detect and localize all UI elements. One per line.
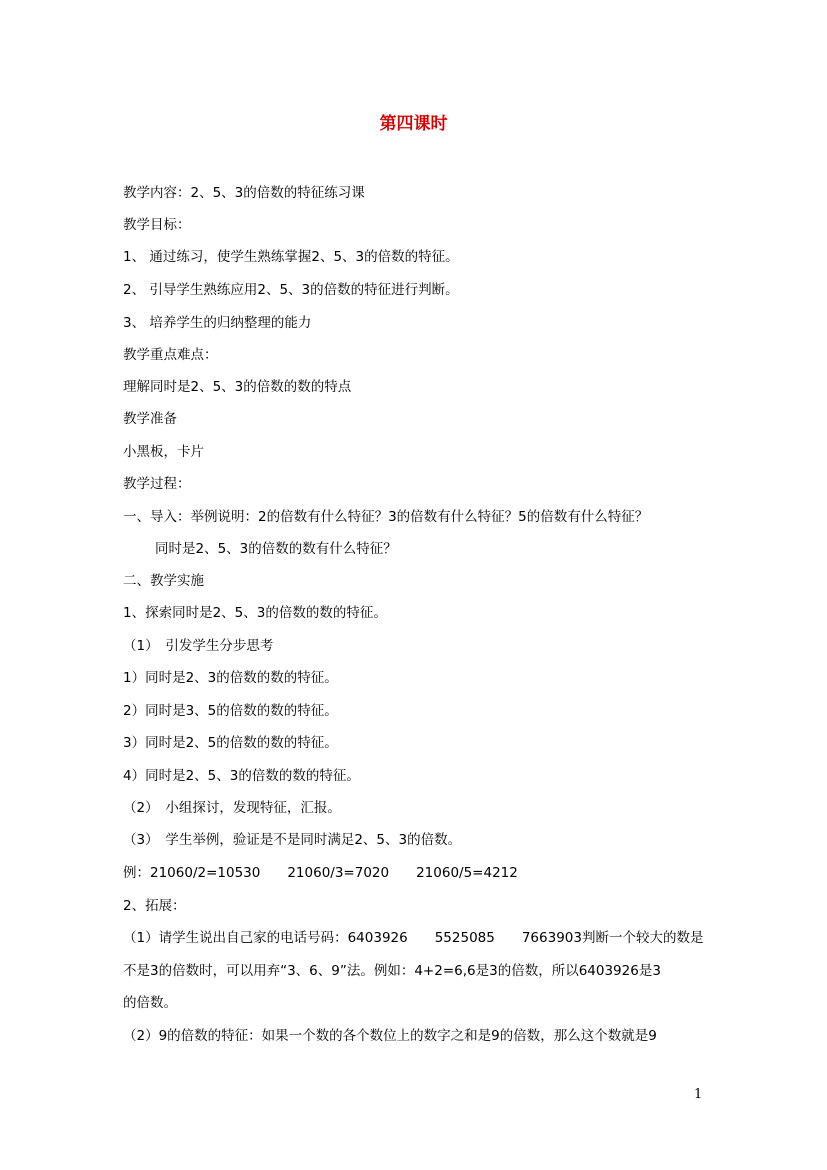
preparation-heading: 教学准备 xyxy=(123,411,177,427)
key-points-heading: 教学重点难点： xyxy=(123,347,218,363)
sub-item-1: 1）同时是2、3的倍数的数的特征。 xyxy=(123,670,338,686)
goal-item-1: 1、 通过练习，使学生熟练掌握2、5、3的倍数的特征。 xyxy=(123,249,459,265)
intro-line-continued: 同时是2、5、3的倍数的数有什么特征？ xyxy=(155,541,397,557)
extension-heading: 2、拓展： xyxy=(123,898,186,914)
teaching-content-line: 教学内容：2、5、3的倍数的特征练习课 xyxy=(123,185,365,201)
page-number: 1 xyxy=(694,1087,703,1102)
teaching-goals-heading: 教学目标： xyxy=(123,217,191,233)
extension-item-1: （1）请学生说出自己家的电话号码：6403926 5525085 7663903判断一个较大的数是 xyxy=(123,930,704,946)
example-line: 例：21060/2=10530 21060/3=7020 21060/5=4212 xyxy=(123,865,518,881)
key-points-text: 理解同时是2、5、3的倍数的数的特点 xyxy=(123,379,352,395)
preparation-text: 小黑板，卡片 xyxy=(123,444,204,460)
goal-item-3: 3、 培养学生的归纳整理的能力 xyxy=(123,315,312,331)
extension-item-2: （2）9的倍数的特征：如果一个数的各个数位上的数字之和是9的倍数，那么这个数就是9 xyxy=(123,1028,657,1044)
intro-line: 一、导入：举例说明：2的倍数有什么特征？3的倍数有什么特征？5的倍数有什么特征？ xyxy=(123,509,649,525)
step-1-line: （1） 引发学生分步思考 xyxy=(123,638,274,654)
step-2-line: （2） 小组探讨，发现特征，汇报。 xyxy=(123,800,341,816)
sub-item-3: 3）同时是2、5的倍数的数的特征。 xyxy=(123,735,338,751)
goal-item-2: 2、 引导学生熟练应用2、5、3的倍数的特征进行判断。 xyxy=(123,282,459,298)
extension-item-1-continued: 不是3的倍数时，可以用弃“3、6、9”法。例如：4+2=6,6是3的倍数，所以6403926是3 xyxy=(123,963,661,979)
section-2-heading: 二、教学实施 xyxy=(123,573,204,589)
process-heading: 教学过程： xyxy=(123,476,191,492)
sub-item-4: 4）同时是2、5、3的倍数的数的特征。 xyxy=(123,768,360,784)
extension-item-1-end: 的倍数。 xyxy=(123,995,177,1011)
sub-item-2: 2）同时是3、5的倍数的数的特征。 xyxy=(123,703,338,719)
explore-line: 1、探索同时是2、5、3的倍数的数的特征。 xyxy=(123,605,387,621)
page-title: 第四课时 xyxy=(379,114,448,134)
step-3-line: （3） 学生举例，验证是不是同时满足2、5、3的倍数。 xyxy=(123,832,462,848)
